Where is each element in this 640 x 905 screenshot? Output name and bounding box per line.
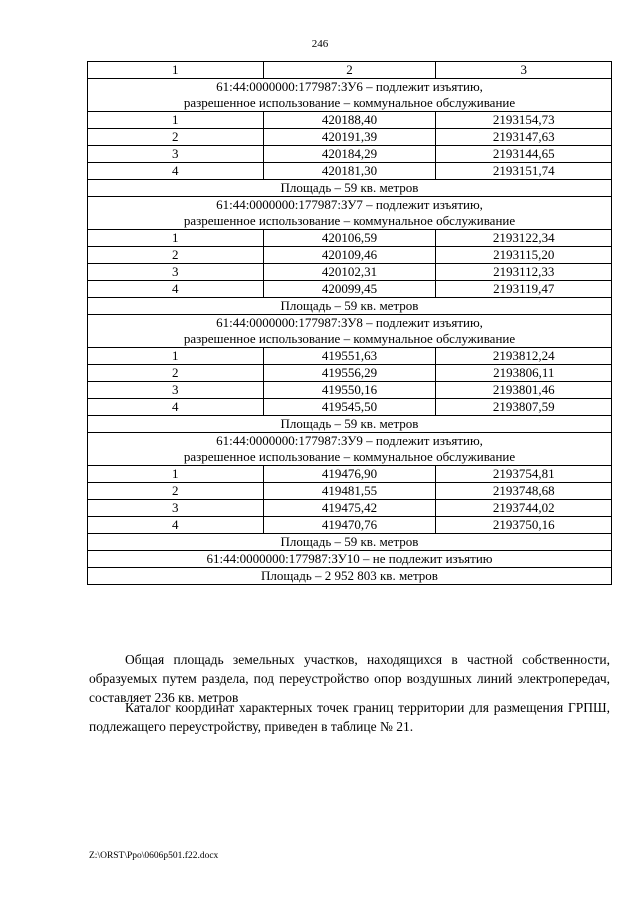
point-number-cell: 3 — [88, 146, 264, 163]
coordinates-table-body — [88, 62, 612, 585]
table-row — [88, 399, 612, 416]
x-coordinate-cell: 419475,42 — [263, 500, 436, 517]
table-header-row — [88, 62, 612, 79]
x-coordinate-cell: 419476,90 — [263, 466, 436, 483]
x-coordinate-cell: 420099,45 — [263, 281, 436, 298]
y-coordinate-cell: 2193112,33 — [436, 264, 612, 281]
y-coordinate-cell: 2193144,65 — [436, 146, 612, 163]
zu10-cell: 61:44:0000000:177987:ЗУ10 – не подлежит изъятию — [88, 551, 612, 568]
table-row — [88, 230, 612, 247]
section-area-row — [88, 534, 612, 551]
x-coordinate-cell: 420191,39 — [263, 129, 436, 146]
section-area-row — [88, 180, 612, 197]
y-coordinate-cell: 2193119,47 — [436, 281, 612, 298]
section-title-line-1: 61:44:0000000:177987:ЗУ6 – подлежит изъятию, — [216, 79, 483, 94]
x-coordinate-cell: 419551,63 — [263, 348, 436, 365]
table-row — [88, 247, 612, 264]
section-title-cell — [88, 79, 612, 112]
y-coordinate-cell: 2193750,16 — [436, 517, 612, 534]
section-area-cell: Площадь – 59 кв. метров — [88, 180, 612, 197]
footer-file-path: Z:\ORST\Ppo\0606p501.f22.docx — [89, 851, 219, 861]
table-row — [88, 129, 612, 146]
point-number-cell: 4 — [88, 399, 264, 416]
table-row — [88, 382, 612, 399]
paragraph-catalog-reference — [89, 698, 610, 736]
section-title-row — [88, 433, 612, 466]
x-coordinate-cell: 420102,31 — [263, 264, 436, 281]
section-title-line-1: 61:44:0000000:177987:ЗУ8 – подлежит изъятию, — [216, 315, 483, 330]
section-title-cell — [88, 315, 612, 348]
y-coordinate-cell: 2193122,34 — [436, 230, 612, 247]
section-area-cell: Площадь – 59 кв. метров — [88, 534, 612, 551]
point-number-cell: 3 — [88, 264, 264, 281]
y-coordinate-cell: 2193115,20 — [436, 247, 612, 264]
zu10-row — [88, 551, 612, 568]
section-title-row — [88, 315, 612, 348]
coordinates-table — [87, 61, 612, 585]
section-title-cell — [88, 197, 612, 230]
section-title-line-2: разрешенное использование – коммунальное обслуживание — [183, 213, 516, 228]
point-number-cell: 1 — [88, 466, 264, 483]
zu10-area-row — [88, 568, 612, 585]
section-area-cell: Площадь – 59 кв. метров — [88, 298, 612, 315]
section-title-cell — [88, 433, 612, 466]
section-area-row — [88, 298, 612, 315]
section-title-row — [88, 197, 612, 230]
section-title-line-1: 61:44:0000000:177987:ЗУ9 – подлежит изъятию, — [216, 433, 483, 448]
paragraph-catalog-reference-text: Каталог координат характерных точек границ территории для размещения ГРПШ, подлежащего переустройству, приведен в таблице № 21. — [89, 700, 610, 734]
y-coordinate-cell: 2193807,59 — [436, 399, 612, 416]
table-row — [88, 163, 612, 180]
point-number-cell: 2 — [88, 247, 264, 264]
header-cell-point: 1 — [88, 62, 264, 79]
section-title-row — [88, 79, 612, 112]
table-row — [88, 281, 612, 298]
y-coordinate-cell: 2193744,02 — [436, 500, 612, 517]
point-number-cell: 1 — [88, 230, 264, 247]
y-coordinate-cell: 2193806,11 — [436, 365, 612, 382]
section-title-line-1: 61:44:0000000:177987:ЗУ7 – подлежит изъятию, — [216, 197, 483, 212]
y-coordinate-cell: 2193151,74 — [436, 163, 612, 180]
table-row — [88, 500, 612, 517]
point-number-cell: 2 — [88, 365, 264, 382]
x-coordinate-cell: 420181,30 — [263, 163, 436, 180]
header-cell-y: 3 — [436, 62, 612, 79]
point-number-cell: 2 — [88, 483, 264, 500]
table-row — [88, 264, 612, 281]
section-title-line-2: разрешенное использование – коммунальное обслуживание — [183, 449, 516, 464]
y-coordinate-cell: 2193154,73 — [436, 112, 612, 129]
point-number-cell: 4 — [88, 517, 264, 534]
x-coordinate-cell: 419481,55 — [263, 483, 436, 500]
y-coordinate-cell: 2193812,24 — [436, 348, 612, 365]
table-row — [88, 365, 612, 382]
paragraph-total-area-text: Общая площадь земельных участков, находящихся в частной собственности, образуемых путем раздела, под переустройство опор воздушных линий электропередач, составляет 236 кв. метров — [89, 652, 610, 705]
point-number-cell: 3 — [88, 382, 264, 399]
point-number-cell: 4 — [88, 163, 264, 180]
x-coordinate-cell: 420184,29 — [263, 146, 436, 163]
point-number-cell: 2 — [88, 129, 264, 146]
point-number-cell: 1 — [88, 348, 264, 365]
zu10-area-cell: Площадь – 2 952 803 кв. метров — [88, 568, 612, 585]
table-row — [88, 483, 612, 500]
x-coordinate-cell: 419550,16 — [263, 382, 436, 399]
section-area-row — [88, 416, 612, 433]
y-coordinate-cell: 2193748,68 — [436, 483, 612, 500]
y-coordinate-cell: 2193147,63 — [436, 129, 612, 146]
x-coordinate-cell: 419470,76 — [263, 517, 436, 534]
page-number: 246 — [311, 38, 329, 50]
y-coordinate-cell: 2193801,46 — [436, 382, 612, 399]
table-row — [88, 146, 612, 163]
x-coordinate-cell: 419545,50 — [263, 399, 436, 416]
y-coordinate-cell: 2193754,81 — [436, 466, 612, 483]
table-row — [88, 466, 612, 483]
section-title-line-2: разрешенное использование – коммунальное обслуживание — [183, 331, 516, 346]
table-row — [88, 112, 612, 129]
section-area-cell: Площадь – 59 кв. метров — [88, 416, 612, 433]
section-title-line-2: разрешенное использование – коммунальное обслуживание — [183, 95, 516, 110]
point-number-cell: 4 — [88, 281, 264, 298]
header-cell-x: 2 — [263, 62, 436, 79]
x-coordinate-cell: 419556,29 — [263, 365, 436, 382]
x-coordinate-cell: 420188,40 — [263, 112, 436, 129]
point-number-cell: 3 — [88, 500, 264, 517]
table-row — [88, 348, 612, 365]
point-number-cell: 1 — [88, 112, 264, 129]
x-coordinate-cell: 420109,46 — [263, 247, 436, 264]
x-coordinate-cell: 420106,59 — [263, 230, 436, 247]
table-row — [88, 517, 612, 534]
